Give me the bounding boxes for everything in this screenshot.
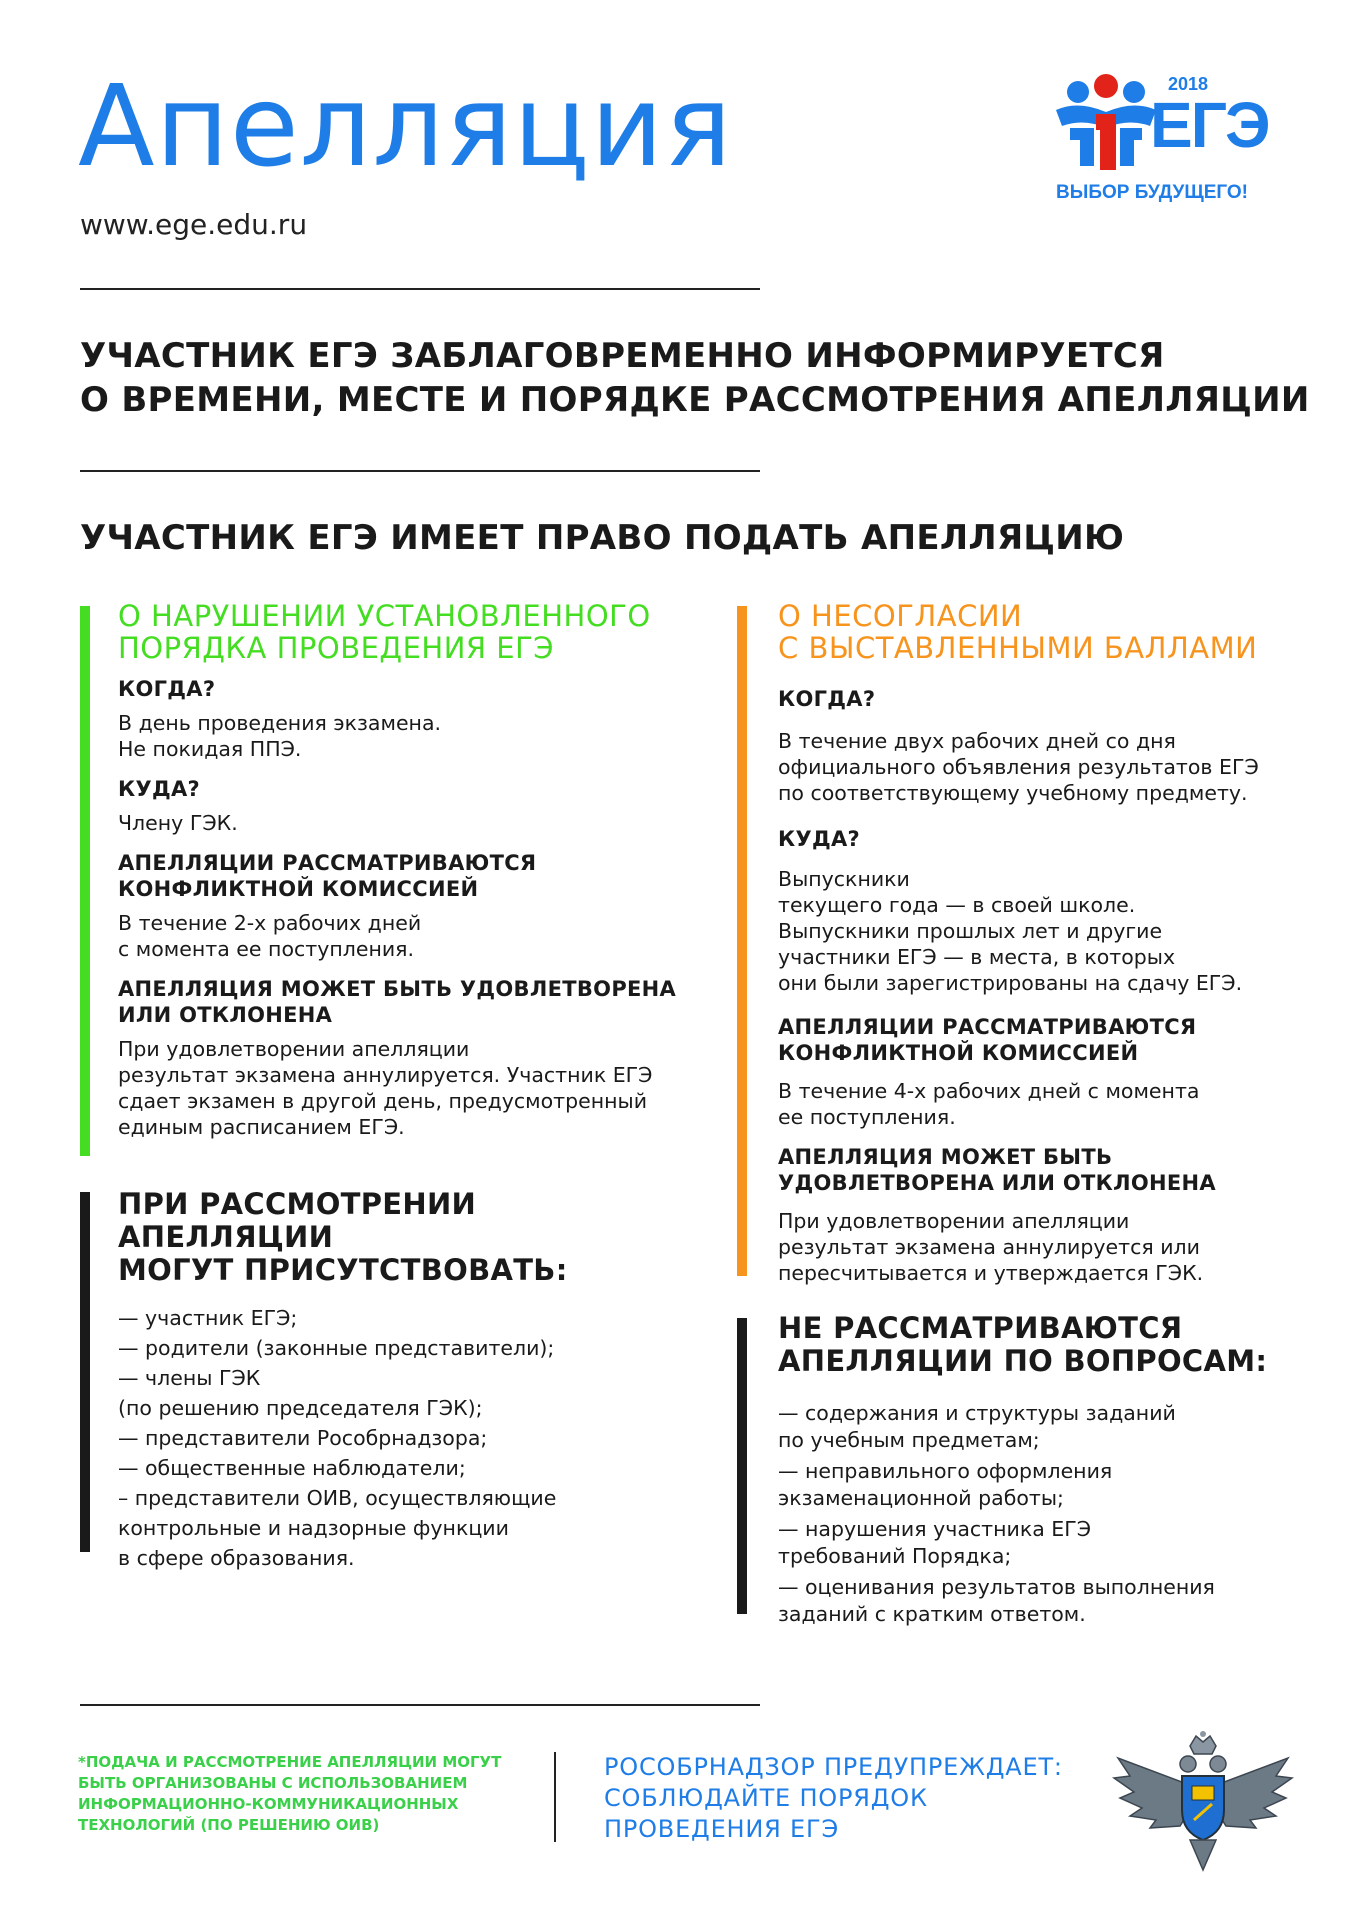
attendees-title: ПРИ РАССМОТРЕНИИ АПЕЛЛЯЦИИ МОГУТ ПРИСУТСТВОВАТЬ: — [118, 1187, 568, 1287]
list-item: – представители ОИВ, осуществляющие контрольные и надзорные функции в сфере образования. — [118, 1486, 557, 1570]
eagle-emblem-icon — [1108, 1728, 1298, 1878]
footer-separator — [554, 1752, 556, 1842]
not-reviewed-list — [778, 1400, 1338, 1628]
where-text: Выпускники текущего года — в своей школе. Выпускники прошлых лет и другие участники ЕГЭ — в места, в которых они были зарегистрированы на сдачу ЕГЭ. — [778, 867, 1243, 995]
list-item: — представители Рособрнадзора; — [118, 1426, 488, 1450]
review-label-line-2: КОНФЛИКТНОЙ КОМИССИЕЙ — [118, 877, 479, 901]
review-text: В течение 4-х рабочих дней с момента ее поступления. — [778, 1079, 1200, 1129]
divider-middle — [80, 470, 760, 472]
when-text: В день проведения экзамена. Не покидая ППЭ. — [118, 711, 442, 761]
intro-line-1: УЧАСТНИК ЕГЭ ЗАБЛАГОВРЕМЕННО ИНФОРМИРУЕТСЯ — [80, 336, 1165, 376]
attendees-list — [118, 1303, 678, 1573]
result-text: При удовлетворении апелляции результат экзамена аннулируется. Участник ЕГЭ сдает экзамен в другой день, предусмотренный единым расписанием ЕГЭ. — [118, 1037, 653, 1139]
list-item: — члены ГЭК (по решению председателя ГЭК); — [118, 1366, 483, 1420]
review-text: В течение 2-х рабочих дней с момента ее поступления. — [118, 911, 422, 961]
when-text: В течение двух рабочих дней со дня официального объявления результатов ЕГЭ по соответствующему учебному предмету. — [778, 729, 1259, 805]
list-item: — содержания и структуры заданий по учебным предметам; — [778, 1401, 1176, 1452]
result-label-line-2: УДОВЛЕТВОРЕНА ИЛИ ОТКЛОНЕНА — [778, 1171, 1216, 1195]
where-text: Члену ГЭК. — [118, 811, 238, 835]
procedure-violation-title-line-1: О НАРУШЕНИИ УСТАНОВЛЕННОГО — [118, 599, 651, 633]
list-item: — участник ЕГЭ; — [118, 1306, 298, 1330]
rosobrnadzor-warning: РОСОБРНАДЗОР ПРЕДУПРЕЖДАЕТ: СОБЛЮДАЙТЕ ПОРЯДОК ПРОВЕДЕНИЯ ЕГЭ — [604, 1753, 1063, 1843]
divider-top — [80, 288, 760, 290]
list-item: — оценивания результатов выполнения заданий с кратким ответом. — [778, 1575, 1215, 1626]
list-item: — неправильного оформления экзаменационной работы; — [778, 1459, 1113, 1510]
result-label-line-2: ИЛИ ОТКЛОНЕНА — [118, 1003, 333, 1027]
rights-heading: УЧАСТНИК ЕГЭ ИМЕЕТ ПРАВО ПОДАТЬ АПЕЛЛЯЦИЮ — [80, 518, 1125, 558]
procedure-violation-title-line-2: ПОРЯДКА ПРОВЕДЕНИЯ ЕГЭ — [118, 631, 555, 665]
orange-accent-bar — [737, 606, 747, 1276]
logo-slogan: ВЫБОР БУДУЩЕГО! — [1056, 182, 1248, 203]
green-accent-bar — [80, 606, 90, 1156]
divider-bottom — [80, 1704, 760, 1706]
where-label: КУДА? — [778, 827, 860, 851]
result-label — [118, 976, 678, 1028]
logo-name: ЕГЭ — [1150, 89, 1269, 161]
score-disagreement-title — [778, 600, 1338, 664]
page-title: Апелляция — [78, 62, 733, 192]
review-label-line-1: АПЕЛЛЯЦИИ РАССМАТРИВАЮТСЯ — [778, 1015, 1197, 1039]
where-label: КУДА? — [118, 777, 200, 801]
result-label — [778, 1144, 1338, 1196]
review-label — [118, 850, 678, 902]
attendees-section — [118, 1188, 678, 1573]
footnote: *ПОДАЧА И РАССМОТРЕНИЕ АПЕЛЛЯЦИИ МОГУТ БЫТЬ ОРГАНИЗОВАНЫ С ИСПОЛЬЗОВАНИЕМ ИНФОРМАЦИОННО-КОММУНИКАЦИОННЫХ ТЕХНОЛОГИЙ (ПО РЕШЕНИЮ ОИВ) — [78, 1753, 502, 1834]
not-reviewed-title: НЕ РАССМАТРИВАЮТСЯ АПЕЛЛЯЦИИ ПО ВОПРОСАМ: — [778, 1311, 1268, 1378]
result-label-line-1: АПЕЛЛЯЦИЯ МОЖЕТ БЫТЬ УДОВЛЕТВОРЕНА — [118, 977, 677, 1001]
procedure-violation-section — [118, 600, 678, 1154]
result-label-line-1: АПЕЛЛЯЦИЯ МОЖЕТ БЫТЬ — [778, 1145, 1113, 1169]
black-accent-bar-right — [737, 1318, 747, 1614]
site-url[interactable]: www.ege.edu.ru — [80, 208, 308, 241]
review-label — [778, 1014, 1338, 1066]
intro-heading — [80, 334, 1310, 422]
score-disagreement-section — [778, 600, 1338, 1300]
review-label-line-1: АПЕЛЛЯЦИИ РАССМАТРИВАЮТСЯ — [118, 851, 537, 875]
score-disagreement-title-line-1: О НЕСОГЛАСИИ — [778, 599, 1023, 633]
list-item: — общественные наблюдатели; — [118, 1456, 466, 1480]
list-item: — нарушения участника ЕГЭ требований Порядка; — [778, 1517, 1092, 1568]
logo-year: 2018 — [1168, 74, 1209, 94]
score-disagreement-title-line-2: С ВЫСТАВЛЕННЫМИ БАЛЛАМИ — [778, 631, 1258, 665]
when-label: КОГДА? — [118, 677, 216, 701]
intro-line-2: О ВРЕМЕНИ, МЕСТЕ И ПОРЯДКЕ РАССМОТРЕНИЯ АПЕЛЛЯЦИИ — [80, 380, 1310, 420]
result-text: При удовлетворении апелляции результат экзамена аннулируется или пересчитывается и утверждается ГЭК. — [778, 1209, 1204, 1285]
list-item: — родители (законные представители); — [118, 1336, 555, 1360]
review-label-line-2: КОНФЛИКТНОЙ КОМИССИЕЙ — [778, 1041, 1139, 1065]
rosobrnadzor-emblem — [1108, 1728, 1298, 1878]
procedure-violation-title — [118, 600, 678, 664]
when-label: КОГДА? — [778, 687, 876, 711]
ege-logo — [1050, 70, 1300, 210]
not-reviewed-section — [778, 1312, 1338, 1628]
black-accent-bar-left — [80, 1192, 90, 1552]
